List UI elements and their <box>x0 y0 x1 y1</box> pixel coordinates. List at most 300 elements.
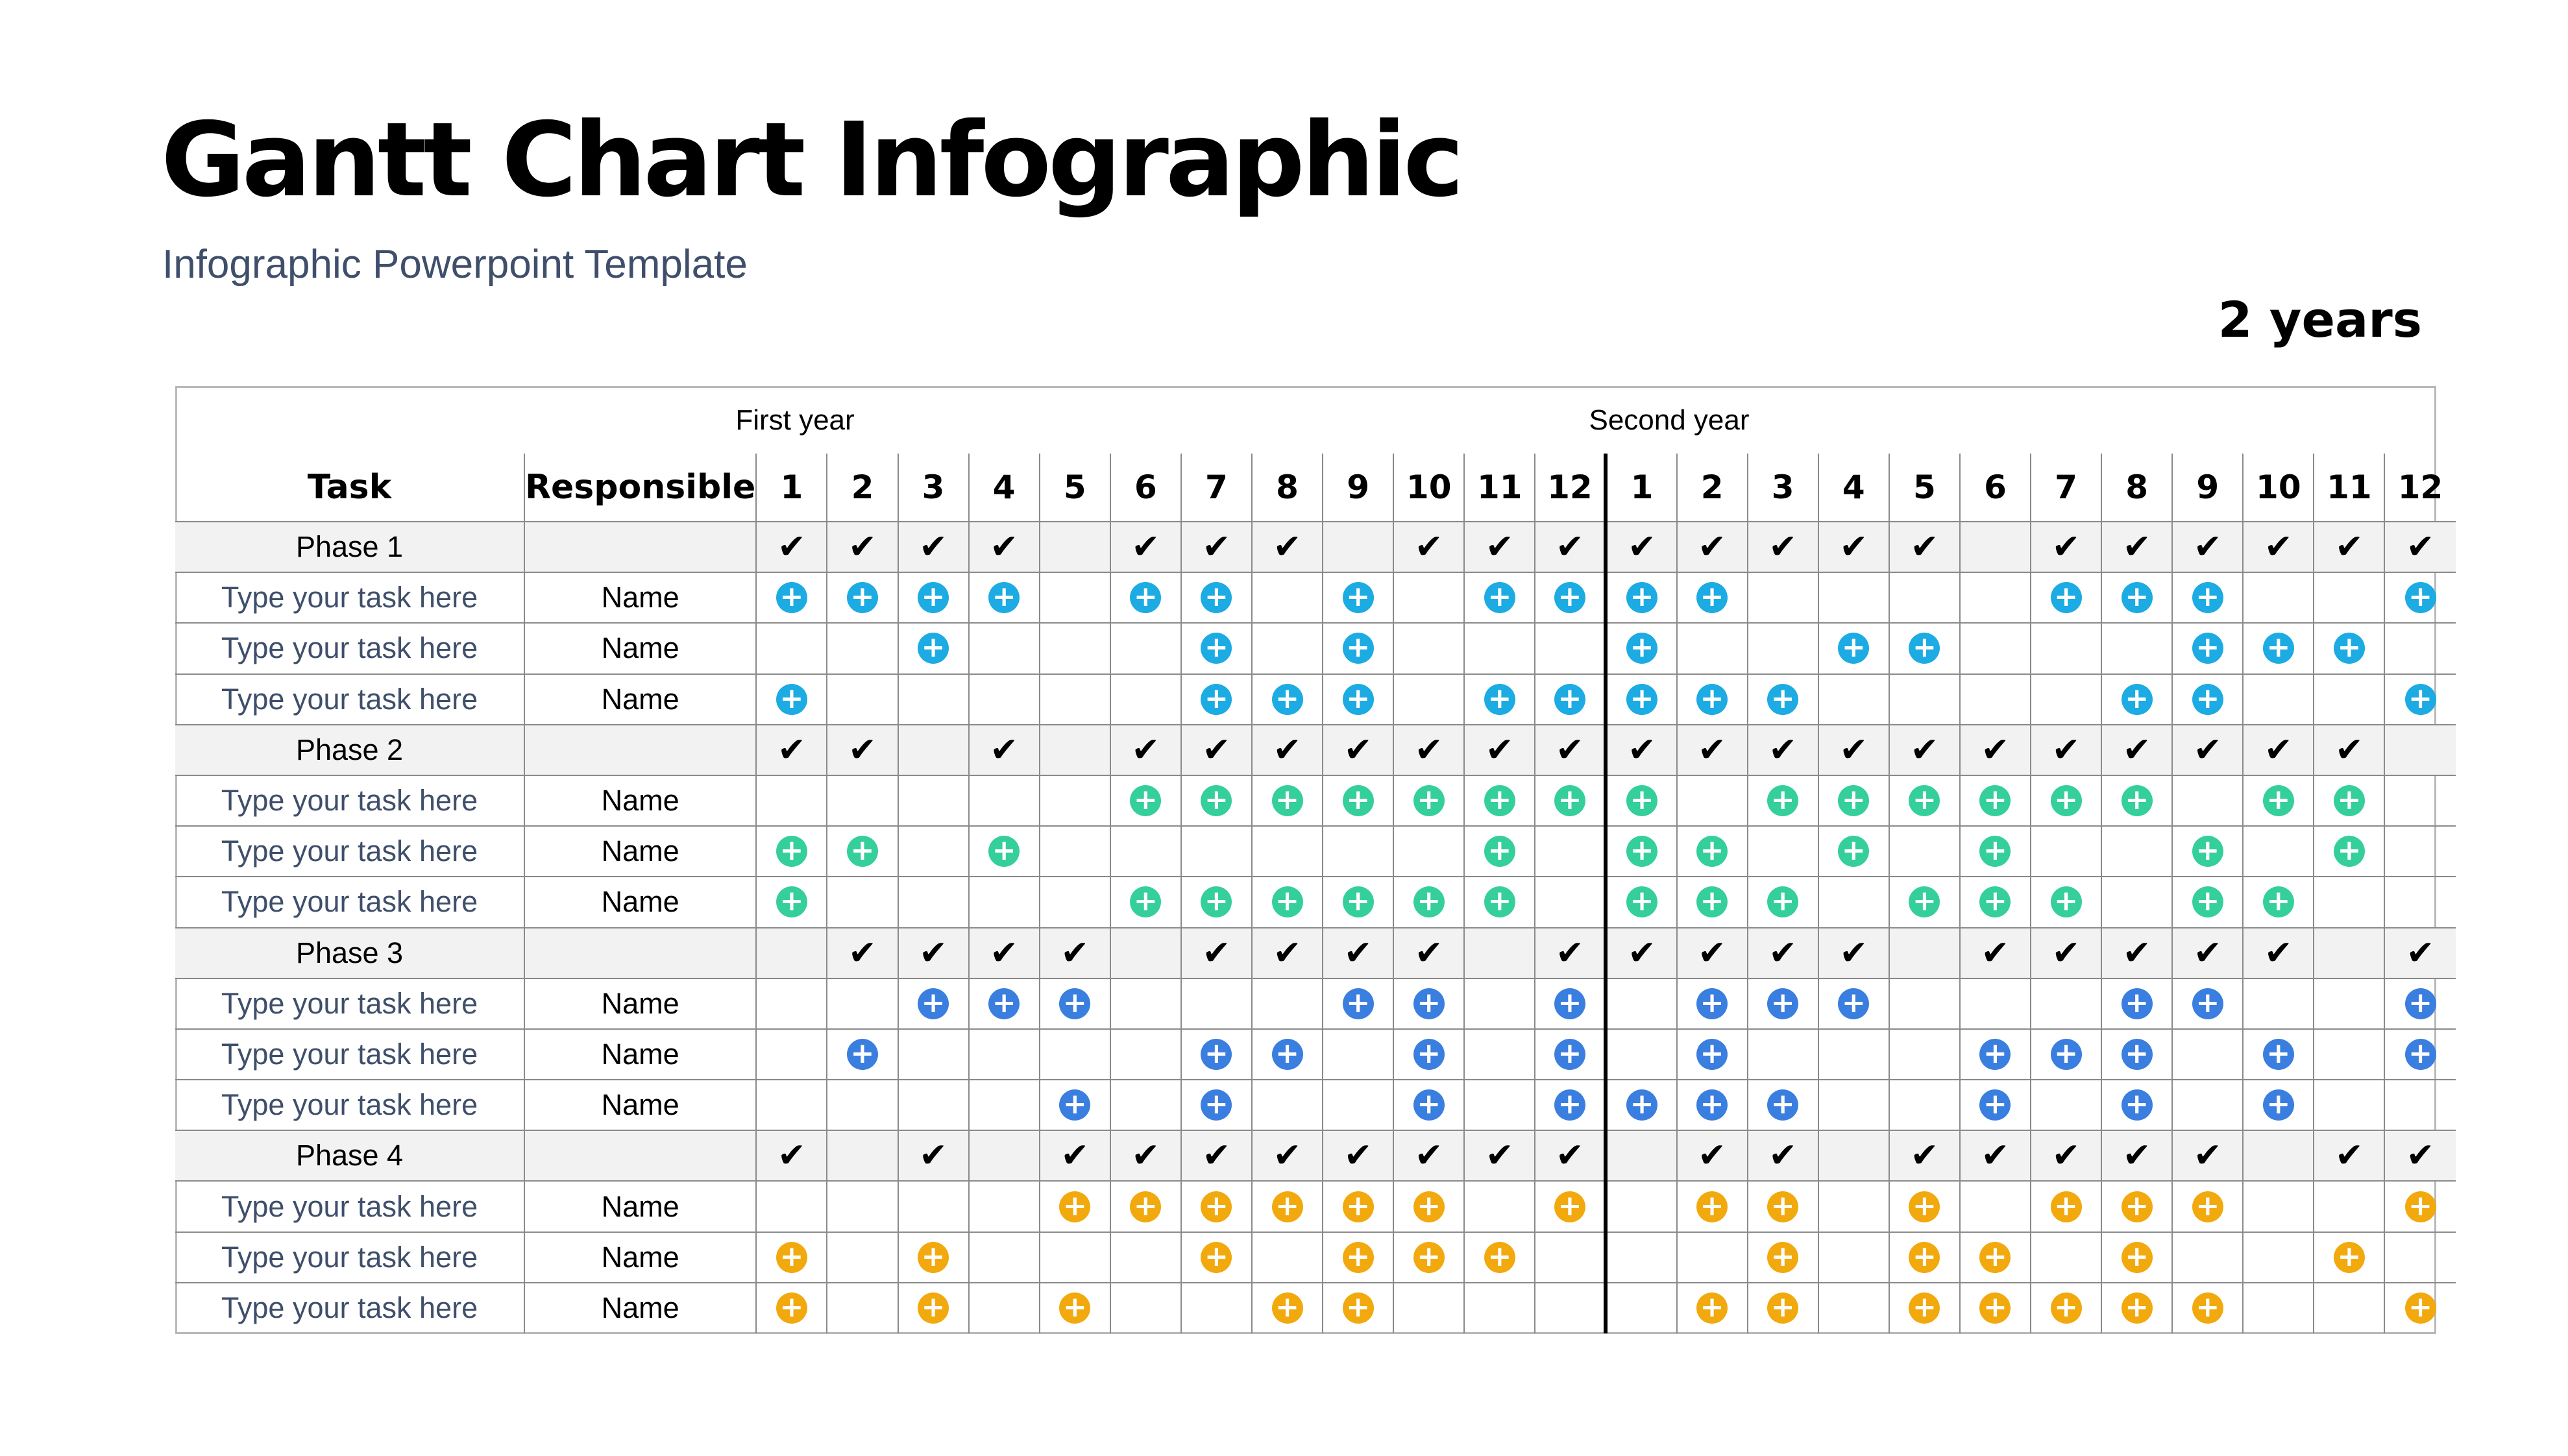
plus-icon: + <box>1838 633 1869 664</box>
task-name[interactable]: Type your task here <box>175 1232 524 1283</box>
task-responsible[interactable]: Name <box>524 978 756 1029</box>
month-cell <box>2101 674 2172 725</box>
check-icon: ✔ <box>1060 1136 1090 1176</box>
month-cell <box>1464 1283 1535 1333</box>
month-cell <box>1535 572 1606 623</box>
month-cell <box>2031 522 2101 572</box>
month-cell <box>898 572 969 623</box>
check-icon: ✔ <box>777 730 806 770</box>
plus-icon: + <box>1909 633 1940 664</box>
month-cell <box>1677 775 1748 826</box>
month-cell <box>2031 1283 2101 1333</box>
month-cell <box>1960 725 2031 775</box>
phase-responsible-cell <box>524 928 756 978</box>
month-cell <box>1960 775 2031 826</box>
month-cell <box>1040 826 1110 877</box>
month-cell <box>1960 877 2031 927</box>
month-cell <box>1252 775 1323 826</box>
month-cell <box>827 826 898 877</box>
task-responsible[interactable]: Name <box>524 1080 756 1130</box>
month-cell <box>898 725 969 775</box>
month-cell <box>827 1232 898 1283</box>
month-cell <box>1040 1283 1110 1333</box>
plus-icon: + <box>1201 785 1232 816</box>
month-cell <box>2243 1080 2314 1130</box>
task-responsible[interactable]: Name <box>524 674 756 725</box>
month-cell <box>1181 572 1252 623</box>
month-cell <box>2031 928 2101 978</box>
month-cell <box>1252 1283 1323 1333</box>
month-cell <box>2172 725 2243 775</box>
month-cell <box>1464 877 1535 927</box>
month-cell <box>969 1130 1040 1181</box>
month-cell <box>1252 623 1323 673</box>
month-cell <box>2384 725 2455 775</box>
month-cell <box>2101 1130 2172 1181</box>
task-responsible[interactable]: Name <box>524 1283 756 1333</box>
plus-icon: + <box>1130 582 1161 613</box>
plus-icon: + <box>2192 1292 2223 1324</box>
month-cell <box>1818 725 1889 775</box>
month-header: 2 <box>827 454 898 522</box>
phase-name: Phase 2 <box>175 725 524 775</box>
month-cell <box>2031 572 2101 623</box>
month-header: 6 <box>1110 454 1181 522</box>
month-cell <box>1677 928 1748 978</box>
check-icon: ✔ <box>2122 528 2151 567</box>
plus-icon: + <box>2122 1292 2153 1324</box>
check-icon: ✔ <box>2051 933 2081 973</box>
first-year-label: First year <box>735 404 855 436</box>
month-cell <box>1960 1283 2031 1333</box>
month-cell <box>1252 725 1323 775</box>
month-cell <box>1535 1029 1606 1080</box>
task-name[interactable]: Type your task here <box>175 572 524 623</box>
month-cell <box>1960 928 2031 978</box>
check-icon: ✔ <box>1556 730 1584 770</box>
plus-icon: + <box>988 582 1020 613</box>
month-cell <box>1323 1130 1393 1181</box>
month-cell <box>756 522 827 572</box>
month-cell <box>1110 1232 1181 1283</box>
month-cell <box>1252 1130 1323 1181</box>
month-cell <box>969 674 1040 725</box>
month-cell <box>2172 1080 2243 1130</box>
month-cell <box>969 877 1040 927</box>
check-icon: ✔ <box>919 933 948 973</box>
month-cell <box>1889 1080 1960 1130</box>
month-cell <box>1677 1283 1748 1333</box>
plus-icon: + <box>1272 1191 1303 1222</box>
month-cell <box>2172 978 2243 1029</box>
plus-icon: + <box>1272 785 1303 816</box>
month-cell <box>1323 1283 1393 1333</box>
task-name[interactable]: Type your task here <box>175 877 524 927</box>
month-cell <box>898 1181 969 1232</box>
month-cell <box>756 572 827 623</box>
plus-icon: + <box>2263 886 2294 917</box>
month-cell <box>969 1029 1040 1080</box>
month-cell <box>1393 877 1464 927</box>
plus-icon: + <box>1484 836 1515 867</box>
check-icon: ✔ <box>1343 730 1373 770</box>
month-cell <box>2314 725 2384 775</box>
task-name[interactable]: Type your task here <box>175 674 524 725</box>
plus-icon: + <box>1554 1039 1585 1070</box>
month-header: 1 <box>1606 454 1676 522</box>
month-cell <box>2314 674 2384 725</box>
plus-icon: + <box>2263 785 2294 816</box>
check-icon: ✔ <box>2122 1136 2151 1176</box>
plus-icon: + <box>1554 684 1585 715</box>
plus-icon: + <box>1413 988 1445 1019</box>
plus-icon: + <box>1201 1089 1232 1121</box>
plus-icon: + <box>1626 836 1657 867</box>
plus-icon: + <box>1484 886 1515 917</box>
month-cell <box>1889 1029 1960 1080</box>
month-cell <box>1040 674 1110 725</box>
plus-icon: + <box>847 582 878 613</box>
plus-icon: + <box>1413 1191 1445 1222</box>
month-cell <box>898 826 969 877</box>
month-cell <box>2243 572 2314 623</box>
task-name[interactable]: Type your task here <box>175 1181 524 1232</box>
plus-icon: + <box>1343 633 1374 664</box>
month-cell <box>1748 522 1818 572</box>
task-name[interactable]: Type your task here <box>175 978 524 1029</box>
month-cell <box>1393 775 1464 826</box>
month-cell <box>898 1232 969 1283</box>
plus-icon: + <box>1767 684 1798 715</box>
month-cell <box>1889 775 1960 826</box>
plus-icon: + <box>2051 785 2082 816</box>
plus-icon: + <box>1767 1292 1798 1324</box>
page-subtitle: Infographic Powerpoint Template <box>162 242 748 287</box>
task-row <box>175 1080 2456 1130</box>
month-cell <box>2031 1080 2101 1130</box>
month-cell <box>1748 978 1818 1029</box>
check-icon: ✔ <box>1839 528 1868 567</box>
month-header: 2 <box>1677 454 1748 522</box>
plus-icon: + <box>2405 1292 2436 1324</box>
month-cell <box>756 877 827 927</box>
month-cell <box>756 1080 827 1130</box>
month-cell <box>1040 775 1110 826</box>
check-icon: ✔ <box>1839 933 1868 973</box>
month-cell <box>827 978 898 1029</box>
month-cell <box>1252 826 1323 877</box>
task-responsible[interactable]: Name <box>524 1232 756 1283</box>
month-cell <box>2101 1283 2172 1333</box>
check-icon: ✔ <box>1202 1136 1231 1176</box>
month-header: 8 <box>1252 454 1323 522</box>
month-cell <box>1960 674 2031 725</box>
month-cell <box>1323 572 1393 623</box>
month-cell <box>2101 1232 2172 1283</box>
month-cell <box>898 928 969 978</box>
month-cell <box>1181 1130 1252 1181</box>
plus-icon: + <box>2192 684 2223 715</box>
check-icon: ✔ <box>1131 730 1160 770</box>
month-header: 6 <box>1960 454 2031 522</box>
month-cell <box>2031 775 2101 826</box>
month-cell <box>1323 725 1393 775</box>
plus-icon: + <box>1484 684 1515 715</box>
check-icon: ✔ <box>1981 730 2010 770</box>
month-cell <box>969 522 1040 572</box>
month-cell <box>1535 674 1606 725</box>
month-cell <box>1393 522 1464 572</box>
month-header: 9 <box>1323 454 1393 522</box>
month-cell <box>2384 623 2455 673</box>
check-icon: ✔ <box>2193 1136 2222 1176</box>
plus-icon: + <box>918 988 949 1019</box>
month-cell <box>1393 1283 1464 1333</box>
month-cell <box>1393 572 1464 623</box>
check-icon: ✔ <box>2264 528 2293 567</box>
month-cell <box>2101 978 2172 1029</box>
month-cell <box>2031 725 2101 775</box>
check-icon: ✔ <box>1981 933 2010 973</box>
month-cell <box>2172 674 2243 725</box>
month-cell <box>1252 1232 1323 1283</box>
month-cell <box>1818 826 1889 877</box>
check-icon: ✔ <box>1202 528 1231 567</box>
month-cell <box>1606 775 1676 826</box>
month-cell <box>1606 877 1676 927</box>
plus-icon: + <box>1554 785 1585 816</box>
month-cell <box>2172 572 2243 623</box>
month-cell <box>1748 1130 1818 1181</box>
month-cell <box>969 1283 1040 1333</box>
task-responsible[interactable]: Name <box>524 572 756 623</box>
task-name[interactable]: Type your task here <box>175 623 524 673</box>
task-name[interactable]: Type your task here <box>175 1080 524 1130</box>
plus-icon: + <box>2263 1039 2294 1070</box>
month-cell <box>1323 877 1393 927</box>
month-cell <box>969 1232 1040 1283</box>
month-cell <box>1464 623 1535 673</box>
month-cell <box>1748 1232 1818 1283</box>
month-cell <box>1677 978 1748 1029</box>
month-cell <box>1040 1232 1110 1283</box>
check-icon: ✔ <box>2122 933 2151 973</box>
month-cell <box>969 1181 1040 1232</box>
month-cell <box>1748 1080 1818 1130</box>
phase-responsible-cell <box>524 1130 756 1181</box>
month-cell <box>1110 978 1181 1029</box>
month-cell <box>969 623 1040 673</box>
check-icon: ✔ <box>1414 730 1443 770</box>
month-cell <box>756 775 827 826</box>
month-cell <box>1040 623 1110 673</box>
month-cell <box>1677 623 1748 673</box>
plus-icon: + <box>1909 1191 1940 1222</box>
month-cell <box>2314 522 2384 572</box>
month-cell <box>898 522 969 572</box>
plus-icon: + <box>1696 988 1728 1019</box>
month-cell <box>2384 1181 2455 1232</box>
check-icon: ✔ <box>2051 730 2081 770</box>
month-cell <box>2101 826 2172 877</box>
month-cell <box>827 674 898 725</box>
month-cell <box>1818 674 1889 725</box>
month-cell <box>2243 1232 2314 1283</box>
month-cell <box>1181 1181 1252 1232</box>
task-row <box>175 674 2456 725</box>
plus-icon: + <box>847 1039 878 1070</box>
check-icon: ✔ <box>1839 730 1868 770</box>
plus-icon: + <box>1909 1292 1940 1324</box>
month-cell <box>1606 572 1676 623</box>
task-responsible[interactable]: Name <box>524 877 756 927</box>
month-cell <box>1464 978 1535 1029</box>
check-icon: ✔ <box>1698 933 1726 973</box>
month-cell <box>898 877 969 927</box>
month-cell <box>2384 1232 2455 1283</box>
month-cell <box>2172 522 2243 572</box>
month-cell <box>1677 877 1748 927</box>
task-responsible[interactable]: Name <box>524 623 756 673</box>
plus-icon: + <box>1838 836 1869 867</box>
check-icon: ✔ <box>2193 528 2222 567</box>
month-cell <box>2314 978 2384 1029</box>
month-cell <box>2101 572 2172 623</box>
task-row <box>175 826 2456 877</box>
check-icon: ✔ <box>2335 528 2364 567</box>
plus-icon: + <box>1130 785 1161 816</box>
task-row <box>175 1283 2456 1333</box>
plus-icon: + <box>1413 1039 1445 1070</box>
month-cell <box>827 877 898 927</box>
plus-icon: + <box>1696 886 1728 917</box>
month-cell <box>1677 522 1748 572</box>
month-cell <box>2384 572 2455 623</box>
plus-icon: + <box>918 582 949 613</box>
month-cell <box>827 928 898 978</box>
month-cell <box>2384 877 2455 927</box>
duration-label: 2 years <box>2218 291 2422 348</box>
task-name[interactable]: Type your task here <box>175 775 524 826</box>
month-cell <box>1323 623 1393 673</box>
month-header: 4 <box>1818 454 1889 522</box>
check-icon: ✔ <box>1414 1136 1443 1176</box>
task-name[interactable]: Type your task here <box>175 1283 524 1333</box>
month-cell <box>756 928 827 978</box>
month-cell <box>2101 725 2172 775</box>
plus-icon: + <box>776 1292 807 1324</box>
month-cell <box>2314 877 2384 927</box>
month-cell <box>1181 522 1252 572</box>
month-cell <box>1748 1029 1818 1080</box>
month-cell <box>1960 1232 2031 1283</box>
plus-icon: + <box>1272 1039 1303 1070</box>
month-cell <box>1040 1130 1110 1181</box>
task-row <box>175 775 2456 826</box>
month-cell <box>2031 1232 2101 1283</box>
check-icon: ✔ <box>1486 528 1514 567</box>
month-cell <box>1960 826 2031 877</box>
month-cell <box>898 1029 969 1080</box>
month-cell <box>1323 1029 1393 1080</box>
phase-responsible-cell <box>524 725 756 775</box>
month-cell <box>2101 1029 2172 1080</box>
month-cell <box>2384 1080 2455 1130</box>
month-cell <box>898 1283 969 1333</box>
month-cell <box>1818 572 1889 623</box>
phase-row <box>175 522 2456 572</box>
month-cell <box>1818 877 1889 927</box>
phase-responsible-cell <box>524 522 756 572</box>
month-cell <box>2243 877 2314 927</box>
plus-icon: + <box>776 582 807 613</box>
check-icon: ✔ <box>919 1136 948 1176</box>
plus-icon: + <box>918 1292 949 1324</box>
month-cell <box>1181 674 1252 725</box>
month-header: 10 <box>1393 454 1464 522</box>
plus-icon: + <box>2192 886 2223 917</box>
plus-icon: + <box>1059 1089 1090 1121</box>
task-name[interactable]: Type your task here <box>175 1029 524 1080</box>
month-cell <box>1252 928 1323 978</box>
plus-icon: + <box>776 836 807 867</box>
task-responsible[interactable]: Name <box>524 826 756 877</box>
month-cell <box>1393 725 1464 775</box>
month-cell <box>1535 775 1606 826</box>
plus-icon: + <box>2122 785 2153 816</box>
month-cell <box>2243 1130 2314 1181</box>
month-cell <box>1889 572 1960 623</box>
plus-icon: + <box>1909 1242 1940 1273</box>
month-cell <box>1110 928 1181 978</box>
task-name[interactable]: Type your task here <box>175 826 524 877</box>
month-cell <box>1040 877 1110 927</box>
month-cell <box>2031 978 2101 1029</box>
month-cell <box>1535 1232 1606 1283</box>
plus-icon: + <box>2051 1292 2082 1324</box>
month-cell <box>1677 1029 1748 1080</box>
plus-icon: + <box>988 836 1020 867</box>
task-responsible[interactable]: Name <box>524 775 756 826</box>
month-cell <box>1464 1130 1535 1181</box>
month-cell <box>1110 522 1181 572</box>
month-cell <box>1606 1181 1676 1232</box>
task-column-header: Task <box>175 454 524 522</box>
month-cell <box>1889 1232 1960 1283</box>
plus-icon: + <box>1554 582 1585 613</box>
month-cell <box>2314 1080 2384 1130</box>
plus-icon: + <box>1201 886 1232 917</box>
month-cell <box>1606 674 1676 725</box>
plus-icon: + <box>2405 1039 2436 1070</box>
plus-icon: + <box>1413 1089 1445 1121</box>
check-icon: ✔ <box>990 528 1018 567</box>
month-cell <box>1181 877 1252 927</box>
plus-icon: + <box>1343 785 1374 816</box>
month-cell <box>1393 826 1464 877</box>
month-cell <box>1393 623 1464 673</box>
month-cell <box>1323 775 1393 826</box>
month-cell <box>756 674 827 725</box>
month-cell <box>1323 1080 1393 1130</box>
check-icon: ✔ <box>848 528 877 567</box>
task-responsible[interactable]: Name <box>524 1029 756 1080</box>
month-cell <box>898 775 969 826</box>
plus-icon: + <box>2122 1191 2153 1222</box>
month-cell <box>1606 725 1676 775</box>
check-icon: ✔ <box>1486 730 1514 770</box>
task-responsible[interactable]: Name <box>524 1181 756 1232</box>
